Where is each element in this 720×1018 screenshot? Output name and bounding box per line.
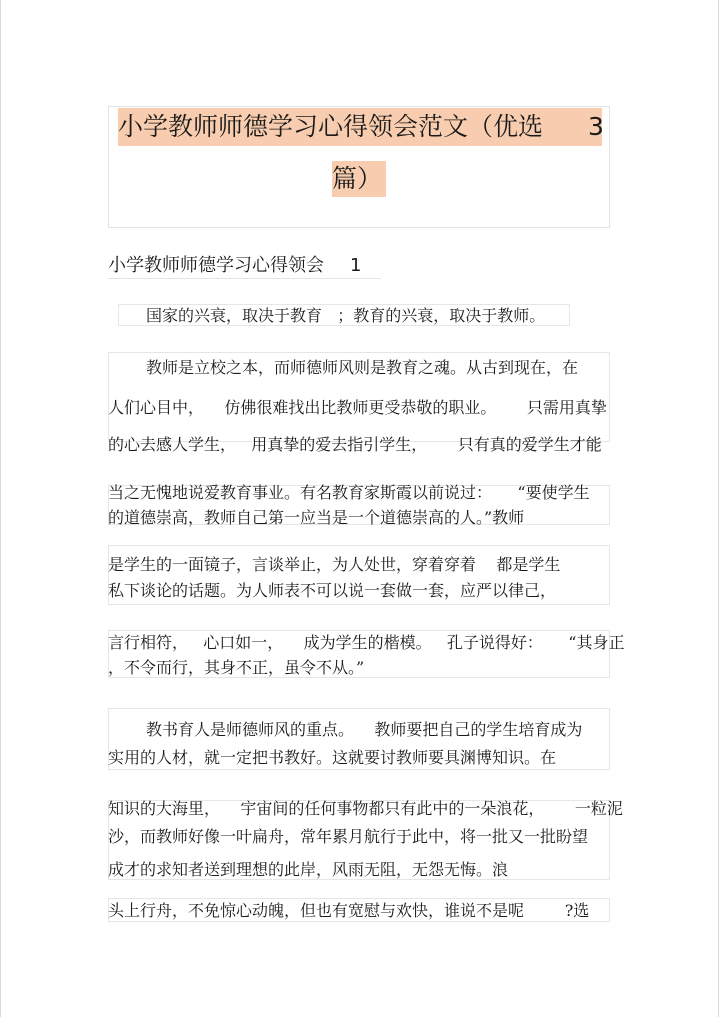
body-line: 知识的大海里， 宇宙间的任何事物都只有此中的一朵浪花， 一粒泥 <box>108 799 623 818</box>
document-title: 小学教师师德学习心得领会范文（优选 <box>118 112 544 141</box>
body-line: 头上行舟，不免惊心动魄，但也有宽慰与欢快，谁说不是呢 ?选 <box>108 901 590 920</box>
body-line: 是学生的一面镜子，言谈举止，为人处世，穿着穿着 都是学生 <box>108 555 561 574</box>
section-heading-number: 1 <box>350 255 362 276</box>
body-line: 教书育人是师德师风的重点。 教师要把自己的学生培育成为 <box>146 720 583 739</box>
body-line: ，不令而行，其身不正，虽令不从。” <box>108 658 365 677</box>
body-line: 的心去感人学生， 用真挚的爱去指引学生， 只有真的爱学生才能 <box>108 435 602 454</box>
body-line: 实用的人材，就一定把书教好。这就要讨教师要具渊博知识。在 <box>108 748 557 767</box>
body-line: 成才的求知者送到理想的此岸，风雨无阻，无怨无悔。浪 <box>108 860 509 879</box>
body-line: 言行相符， 心口如一， 成为学生的楷模。 孔子说得好： “其身正 <box>108 633 625 652</box>
document-title-continued: 篇） <box>332 164 383 193</box>
body-line: 当之无愧地说爱教育事业。有名教育家斯霞以前说过： “要使学生 <box>108 483 590 502</box>
section-heading <box>108 254 381 279</box>
section-heading-text: 小学教师师德学习心得领会 <box>108 255 324 276</box>
body-line: 私下谈论的话题。为人师表不可以说一套做一套，应严以律己， <box>108 581 557 600</box>
body-line: 国家的兴衰，取决于教育 ；教育的兴衰，取决于教师。 <box>146 306 546 325</box>
body-line: 的道德崇高，教师自己第一应当是一个道德崇高的人。”教师 <box>108 508 525 527</box>
body-line: 教师是立校之本，而师德师风则是教育之魂。从古到现在，在 <box>146 358 579 377</box>
body-line: 人们心目中， 仿佛很难找出比教师更受恭敬的职业。 只需用真挚 <box>108 398 607 417</box>
body-line: 沙，而教师好像一叶扁舟，常年累月航行于此中，将一批又一批盼望 <box>108 827 589 846</box>
document-title-number: 3 <box>588 112 604 141</box>
